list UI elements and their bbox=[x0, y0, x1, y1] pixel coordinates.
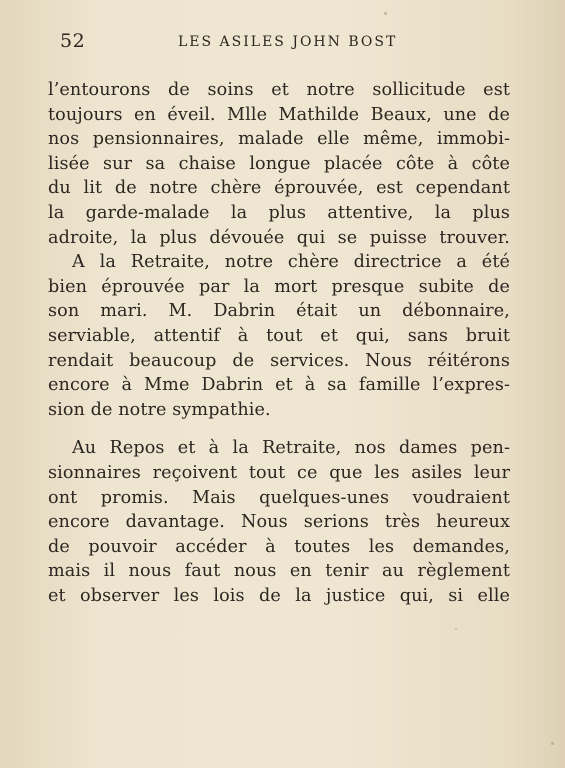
text-line: la garde-malade la plus attentive, la plus bbox=[48, 202, 510, 223]
text-line: encore à Mme Dabrin et à sa famille l’expres- bbox=[48, 375, 510, 396]
paragraph-2 bbox=[48, 250, 510, 422]
text-line: lisée sur sa chaise longue placée côte à côte bbox=[48, 153, 510, 174]
text-line: nos pensionnaires, malade elle même, immobi- bbox=[48, 129, 510, 150]
text-line: du lit de notre chère éprouvée, est cependant bbox=[48, 178, 510, 199]
text-line: sionnaires reçoivent tout ce que les asiles leur bbox=[48, 462, 510, 483]
running-head: LES ASILES JOHN BOST bbox=[178, 34, 398, 50]
text-line: adroite, la plus dévouée qui se puisse trouver. bbox=[48, 227, 510, 248]
paragraph-spacer bbox=[48, 422, 510, 436]
page-number: 52 bbox=[60, 30, 86, 52]
text-line: ont promis. Mais quelques-unes voudraient bbox=[48, 487, 510, 508]
paper-speck bbox=[455, 628, 457, 630]
text-line: A la Retraite, notre chère directrice a été bbox=[72, 252, 510, 273]
page-header bbox=[60, 30, 510, 54]
text-line: sion de notre sympathie. bbox=[48, 399, 271, 420]
text-line: bien éprouvée par la mort presque subite de bbox=[48, 276, 510, 297]
paragraph-1 bbox=[48, 78, 510, 250]
text-line: serviable, attentif à tout et qui, sans bruit bbox=[48, 325, 510, 346]
paper-speck bbox=[551, 742, 554, 745]
body-text bbox=[48, 78, 510, 608]
text-line: mais il nous faut nous en tenir au règlement bbox=[48, 561, 510, 582]
text-line: l’entourons de soins et notre sollicitude est bbox=[48, 80, 510, 100]
text-line: Au Repos et à la Retraite, nos dames pen- bbox=[72, 438, 510, 459]
text-line: toujours en éveil. Mlle Mathilde Beaux, une de bbox=[48, 104, 510, 125]
text-line: de pouvoir accéder à toutes les demandes, bbox=[48, 536, 510, 557]
text-line: encore davantage. Nous serions très heureux bbox=[48, 512, 510, 533]
text-line: son mari. M. Dabrin était un débonnaire, bbox=[48, 301, 510, 322]
text-line: rendait beaucoup de services. Nous réitérons bbox=[48, 350, 510, 371]
text-line: et observer les lois de la justice qui, si elle bbox=[48, 585, 510, 606]
paragraph-3 bbox=[48, 436, 510, 608]
paper-speck bbox=[384, 12, 387, 15]
